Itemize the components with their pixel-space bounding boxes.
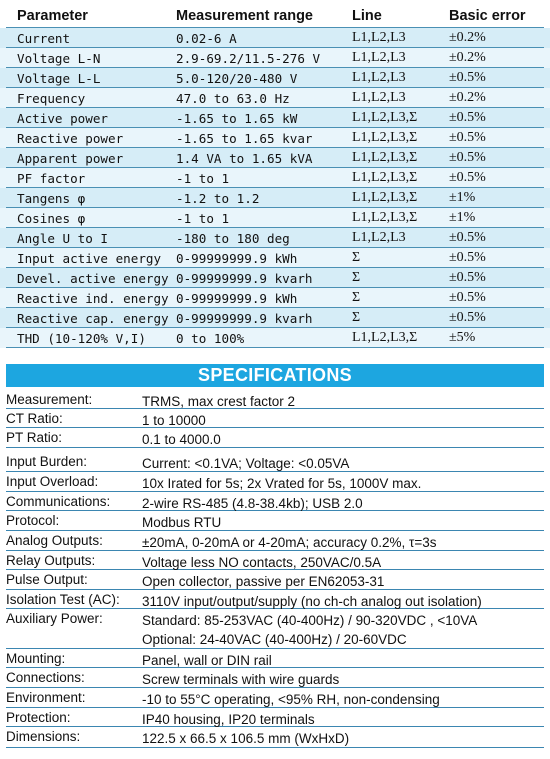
specifications-title: SPECIFICATIONS xyxy=(198,365,352,385)
table-row xyxy=(0,328,550,348)
spec-value-line: 1 to 10000 xyxy=(142,413,206,428)
spec-label: Communications: xyxy=(6,494,111,509)
spec-value xyxy=(142,474,421,493)
spec-label: Analog Outputs: xyxy=(6,533,103,548)
cell-range: 1.4 VA to 1.65 kVA xyxy=(176,151,313,166)
cell-range: 0-99999999.9 kWh xyxy=(176,291,298,306)
cell-error: ±0.5% xyxy=(449,150,486,165)
spec-row xyxy=(6,511,544,531)
spec-row xyxy=(6,708,544,727)
measurement-table-header xyxy=(0,8,550,28)
cell-error: ±0.5% xyxy=(449,310,486,325)
spec-value-line: Panel, wall or DIN rail xyxy=(142,653,272,668)
cell-error: ±1% xyxy=(449,190,476,205)
table-row xyxy=(0,288,550,308)
spec-value xyxy=(142,513,221,532)
spec-label: Input Overload: xyxy=(6,474,99,489)
spec-label: Pulse Output: xyxy=(6,572,88,587)
spec-row xyxy=(6,492,544,511)
spec-label: Environment: xyxy=(6,690,86,705)
header-basic-error: Basic error xyxy=(449,8,526,24)
spec-value xyxy=(142,533,437,552)
cell-range: 2.9-69.2/11.5-276 V xyxy=(176,51,321,66)
spec-value-line: Optional: 24-40VAC (40-400Hz) / 20-60VDC xyxy=(142,632,407,647)
cell-error: ±0.5% xyxy=(449,170,486,185)
cell-parameter: Apparent power xyxy=(17,151,124,166)
cell-line: Σ xyxy=(352,250,361,265)
cell-parameter: Voltage L-N xyxy=(17,51,101,66)
cell-error: ±0.5% xyxy=(449,70,486,85)
spec-row xyxy=(6,551,544,570)
table-row xyxy=(0,48,550,68)
table-row xyxy=(0,28,550,48)
spec-row xyxy=(6,668,544,688)
spec-value-line: Modbus RTU xyxy=(142,515,222,530)
table-row xyxy=(0,228,550,248)
spec-row xyxy=(6,428,544,448)
spec-label: Mounting: xyxy=(6,651,66,666)
cell-line: Σ xyxy=(352,290,361,305)
cell-error: ±0.5% xyxy=(449,110,486,125)
cell-error: ±0.2% xyxy=(449,90,486,105)
cell-error: ±0.5% xyxy=(449,270,486,285)
spec-value xyxy=(142,611,477,649)
cell-range: 0 to 100% xyxy=(176,331,245,346)
cell-parameter: Active power xyxy=(17,111,108,126)
spec-row xyxy=(6,452,544,472)
spec-value-line: 0.1 to 4000.0 xyxy=(142,432,221,447)
specifications-list xyxy=(6,390,544,748)
spec-row xyxy=(6,531,544,551)
spec-label: Relay Outputs: xyxy=(6,553,96,568)
cell-range: -1 to 1 xyxy=(176,171,230,186)
spec-value-line: -10 to 55°C operating, <95% RH, non-condensing xyxy=(142,692,440,707)
cell-range: 0-99999999.9 kWh xyxy=(176,251,298,266)
cell-error: ±0.5% xyxy=(449,230,486,245)
spec-row xyxy=(6,570,544,590)
table-row xyxy=(0,168,550,188)
cell-line: L1,L2,L3,Σ xyxy=(352,150,418,165)
table-row xyxy=(0,268,550,288)
cell-range: -1.2 to 1.2 xyxy=(176,191,260,206)
spec-label: Auxiliary Power: xyxy=(6,611,103,626)
cell-line: L1,L2,L3,Σ xyxy=(352,110,418,125)
cell-parameter: Reactive cap. energy xyxy=(17,311,169,326)
spec-value-line: TRMS, max crest factor 2 xyxy=(142,394,296,409)
spec-value-line: Screw terminals with wire guards xyxy=(142,672,340,687)
spec-value xyxy=(142,454,349,473)
spec-value xyxy=(142,729,349,748)
cell-range: -1 to 1 xyxy=(176,211,230,226)
spec-value-line: Open collector, passive per EN62053-31 xyxy=(142,574,385,589)
table-row xyxy=(0,188,550,208)
spec-value-line: Standard: 85-253VAC (40-400Hz) / 90-320VDC , <10VA xyxy=(142,613,478,628)
cell-error: ±0.2% xyxy=(449,30,486,45)
spec-row xyxy=(6,609,544,649)
spec-value-line: IP40 housing, IP20 terminals xyxy=(142,712,315,727)
cell-parameter: Reactive ind. energy xyxy=(17,291,169,306)
spec-label: Protection: xyxy=(6,710,71,725)
cell-line: L1,L2,L3 xyxy=(352,50,406,65)
cell-line: L1,L2,L3,Σ xyxy=(352,210,418,225)
cell-range: 47.0 to 63.0 Hz xyxy=(176,91,290,106)
spec-row xyxy=(6,688,544,708)
table-row xyxy=(0,308,550,328)
cell-parameter: Cosines φ xyxy=(17,211,86,226)
spec-value xyxy=(142,690,440,709)
spec-value xyxy=(142,430,221,449)
cell-parameter: THD (10-120% V,I) xyxy=(17,331,146,346)
cell-parameter: PF factor xyxy=(17,171,86,186)
cell-range: -180 to 180 deg xyxy=(176,231,290,246)
spec-value xyxy=(142,670,339,689)
spec-label: CT Ratio: xyxy=(6,411,63,426)
cell-parameter: Input active energy xyxy=(17,251,162,266)
spec-value-line: ±20mA, 0-20mA or 4-20mA; accuracy 0.2%, τ=3s xyxy=(142,535,437,550)
cell-line: Σ xyxy=(352,270,361,285)
measurement-table xyxy=(0,8,550,348)
spec-value-line: 10x Irated for 5s; 2x Vrated for 5s, 1000V max. xyxy=(142,476,422,491)
cell-line: L1,L2,L3,Σ xyxy=(352,330,418,345)
spec-value-line: 2-wire RS-485 (4.8-38.4kb); USB 2.0 xyxy=(142,496,363,511)
cell-line: L1,L2,L3 xyxy=(352,70,406,85)
cell-parameter: Devel. active energy xyxy=(17,271,169,286)
cell-line: L1,L2,L3 xyxy=(352,30,406,45)
cell-error: ±0.5% xyxy=(449,130,486,145)
spec-label: Measurement: xyxy=(6,392,93,407)
spec-row xyxy=(6,590,544,609)
cell-parameter: Voltage L-L xyxy=(17,71,101,86)
cell-line: Σ xyxy=(352,310,361,325)
cell-range: -1.65 to 1.65 kW xyxy=(176,111,298,126)
spec-row xyxy=(6,472,544,492)
specifications-banner xyxy=(6,364,544,387)
cell-error: ±0.2% xyxy=(449,50,486,65)
header-line: Line xyxy=(352,8,382,24)
cell-range: 0-99999999.9 kvarh xyxy=(176,271,313,286)
spec-label: Isolation Test (AC): xyxy=(6,592,120,607)
table-row xyxy=(0,108,550,128)
spec-value xyxy=(142,572,384,591)
spec-label: PT Ratio: xyxy=(6,430,63,445)
cell-error: ±0.5% xyxy=(449,290,486,305)
spec-row xyxy=(6,727,544,748)
table-row xyxy=(0,208,550,228)
spec-label: Protocol: xyxy=(6,513,60,528)
table-row xyxy=(0,248,550,268)
spec-label: Input Burden: xyxy=(6,454,88,469)
table-row xyxy=(0,148,550,168)
spec-label: Dimensions: xyxy=(6,729,81,744)
cell-range: 0-99999999.9 kvarh xyxy=(176,311,313,326)
cell-error: ±1% xyxy=(449,210,476,225)
spec-row xyxy=(6,409,544,428)
cell-error: ±0.5% xyxy=(449,250,486,265)
cell-range: 5.0-120/20-480 V xyxy=(176,71,298,86)
spec-row xyxy=(6,649,544,668)
cell-parameter: Current xyxy=(17,31,71,46)
cell-line: L1,L2,L3 xyxy=(352,90,406,105)
cell-error: ±5% xyxy=(449,330,476,345)
cell-line: L1,L2,L3,Σ xyxy=(352,130,418,145)
cell-parameter: Frequency xyxy=(17,91,86,106)
spec-value-line: Current: <0.1VA; Voltage: <0.05VA xyxy=(142,456,350,471)
spec-value-line: 122.5 x 66.5 x 106.5 mm (WxHxD) xyxy=(142,731,350,746)
cell-line: L1,L2,L3 xyxy=(352,230,406,245)
spec-row xyxy=(6,390,544,409)
cell-parameter: Reactive power xyxy=(17,131,124,146)
cell-parameter: Angle U to I xyxy=(17,231,108,246)
table-row xyxy=(0,128,550,148)
spec-value-line: Voltage less NO contacts, 250VAC/0.5A xyxy=(142,555,382,570)
header-measurement-range: Measurement range xyxy=(176,8,313,24)
cell-line: L1,L2,L3,Σ xyxy=(352,170,418,185)
spec-value-line: 3110V input/output/supply (no ch-ch analog out isolation) xyxy=(142,594,482,609)
spec-label: Connections: xyxy=(6,670,85,685)
cell-range: -1.65 to 1.65 kvar xyxy=(176,131,313,146)
table-row xyxy=(0,68,550,88)
cell-parameter: Tangens φ xyxy=(17,191,86,206)
cell-line: L1,L2,L3,Σ xyxy=(352,190,418,205)
cell-range: 0.02-6 A xyxy=(176,31,237,46)
table-row xyxy=(0,88,550,108)
header-parameter: Parameter xyxy=(17,8,88,24)
